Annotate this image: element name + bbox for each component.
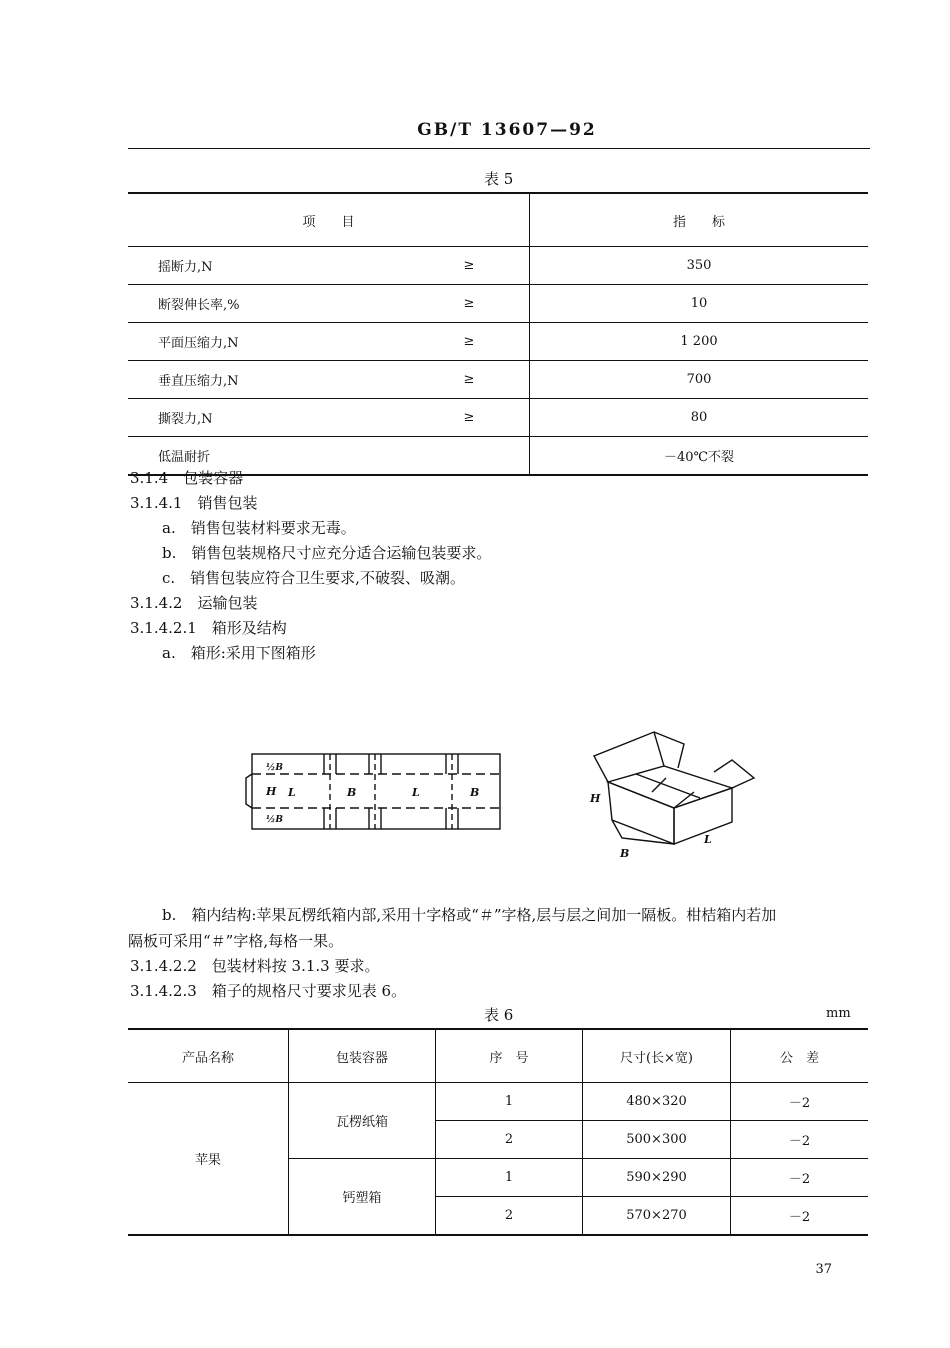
table6-header-container: 包装容器 [289,1029,436,1083]
table6-tolerance: －2 [731,1083,869,1121]
flat-label-half-b-top: ½B [266,763,283,773]
table5-item: 垂直压缩力,N [128,361,409,399]
section-3-1-4-2-3: 3.1.4.2.3 箱子的规格尺寸要求见表 6。 [130,982,407,1000]
table5-item: 撕裂力,N [128,399,409,437]
standard-code: GB/T 13607—92 [417,120,597,140]
table6-header-size: 尺寸(长×宽) [583,1029,731,1083]
open-box-diagram [582,726,758,862]
table5-value: －40℃不裂 [663,450,735,465]
section-3-1-4: 3.1.4 包装容器 [130,469,244,487]
page-number: 37 [815,1262,832,1277]
table-row [128,399,868,437]
table6-no: 2 [436,1121,583,1159]
flat-label-H: H [266,785,277,798]
table6-size: 590×290 [583,1159,731,1197]
table6-no: 2 [436,1197,583,1236]
table5-item: 断裂伸长率,% [128,285,409,323]
table5-value: 10 [530,285,869,323]
table6-tolerance: －2 [788,1210,811,1225]
flat-label-B1: B [347,786,357,799]
table5-value: 350 [530,247,869,285]
item-a: a. 销售包装材料要求无毒。 [162,519,356,537]
table5-op: ≥ [409,361,530,399]
table5-op: ≥ [409,285,530,323]
item-box-shape: a. 箱形:采用下图箱形 [162,644,316,662]
table5-item: 低温耐折 [158,450,211,465]
table6-caption: 表 6 [484,1006,514,1024]
table5-header-item: 项 目 [128,193,530,247]
table5-op: ≥ [409,323,530,361]
table5-value: 80 [530,399,869,437]
header-rule [128,148,870,149]
table-row [128,361,868,399]
item-c: c. 销售包装应符合卫生要求,不破裂、吸潮。 [162,569,465,587]
table-row [128,1083,868,1121]
table6-tolerance: －2 [731,1159,869,1197]
table5-item: 平面压缩力,N [128,323,409,361]
table-row [128,285,868,323]
table5-header-index: 指 标 [530,193,869,247]
table5-value: 700 [530,361,869,399]
table6 [128,1028,868,1236]
table5-caption: 表 5 [484,170,514,188]
table-row [128,323,868,361]
table6-no: 1 [436,1083,583,1121]
table6-size: 480×320 [583,1083,731,1121]
section-3-1-4-1: 3.1.4.1 销售包装 [130,494,258,512]
table6-unit: mm [826,1006,851,1021]
item-box-structure-2: 隔板可采用“＃”字格,每格一果。 [128,932,344,950]
item-box-structure-1: b. 箱内结构:苹果瓦楞纸箱内部,采用十字格或“＃”字格,层与层之间加一隔板。柑桔箱内若加 [162,906,777,924]
table6-header-no: 序 号 [436,1029,583,1083]
flat-label-L2: L [412,786,420,799]
flat-label-L1: L [288,786,296,799]
flat-box-diagram [244,748,506,834]
section-3-1-4-2-2: 3.1.4.2.2 包装材料按 3.1.3 要求。 [130,957,380,975]
table-row [128,247,868,285]
box-label-H: H [590,792,601,805]
box-label-B: B [620,847,630,860]
table6-container: 瓦楞纸箱 [289,1083,436,1159]
table5-item: 摇断力,N [128,247,409,285]
table6-header-tolerance: 公 差 [731,1029,869,1083]
table5-value: 1 200 [530,323,869,361]
table5-op [409,437,530,476]
table5-op: ≥ [409,247,530,285]
section-3-1-4-2-1: 3.1.4.2.1 箱形及结构 [130,619,287,637]
table6-product: 苹果 [128,1083,289,1236]
box-label-L: L [704,833,712,846]
table5-op: ≥ [409,399,530,437]
table6-no: 1 [436,1159,583,1197]
section-3-1-4-2: 3.1.4.2 运输包装 [130,594,258,612]
table6-tolerance: －2 [731,1121,869,1159]
table6-size: 570×270 [583,1197,731,1236]
flat-label-half-b-bottom: ½B [266,815,283,825]
table6-size: 500×300 [583,1121,731,1159]
table6-header-product: 产品名称 [128,1029,289,1083]
item-b: b. 销售包装规格尺寸应充分适合运输包装要求。 [162,544,492,562]
table5 [128,192,868,476]
table6-container: 钙塑箱 [289,1159,436,1236]
flat-label-B2: B [470,786,480,799]
